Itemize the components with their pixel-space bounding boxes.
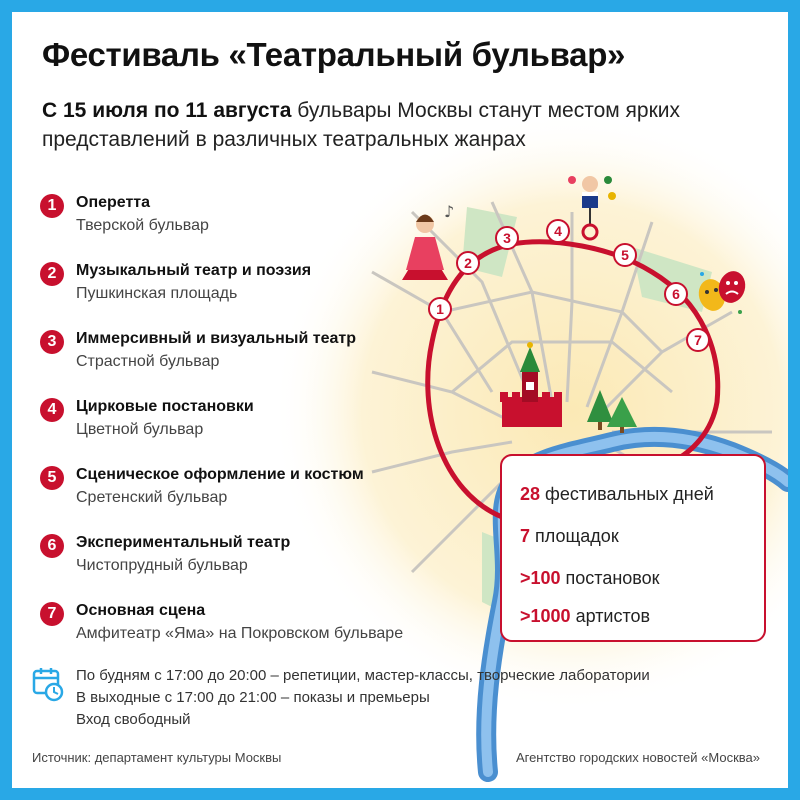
stat-label: артистов <box>570 606 651 626</box>
venue-item-5 <box>40 464 470 514</box>
venue-item-3 <box>40 328 470 378</box>
venue-number: 1 <box>40 194 64 218</box>
venue-item-4 <box>40 396 470 446</box>
venue-marker-label: 7 <box>694 332 702 348</box>
venue-number: 3 <box>40 330 64 354</box>
venue-place: Сретенский бульвар <box>76 489 228 506</box>
source-credit: Источник: департамент культуры Москвы <box>32 750 282 765</box>
venue-marker-label: 3 <box>503 230 511 246</box>
stat-days <box>520 484 714 505</box>
calendar-clock-icon <box>32 666 64 702</box>
subtitle <box>42 96 742 154</box>
venue-genre: Основная сцена <box>76 602 206 619</box>
venue-marker-label: 6 <box>672 286 680 302</box>
venue-item-7 <box>40 600 470 650</box>
schedule-entry: Вход свободный <box>76 711 191 728</box>
venue-genre: Экспериментальный театр <box>76 534 291 551</box>
venue-place: Тверской бульвар <box>76 217 209 234</box>
venue-genre: Музыкальный театр и поэзия <box>76 262 312 279</box>
stat-value: 28 <box>520 484 541 504</box>
venue-marker-4[interactable] <box>547 220 569 242</box>
stat-venues <box>520 526 619 547</box>
stats-box <box>500 454 766 642</box>
venue-place: Чистопрудный бульвар <box>76 557 248 574</box>
venue-number: 7 <box>40 602 64 626</box>
venue-genre: Оперетта <box>76 194 151 211</box>
stat-productions <box>520 568 660 589</box>
venue-marker-label: 2 <box>464 255 472 271</box>
agency-credit: Агентство городских новостей «Москва» <box>515 750 760 765</box>
stat-label: фестивальных дней <box>540 484 714 504</box>
venue-marker-label: 1 <box>436 301 444 317</box>
subtitle-text: бульвары Москвы станут местом ярких представлений в различных театральных жанрах <box>42 99 681 151</box>
venue-item-1 <box>40 192 470 242</box>
venue-number: 2 <box>40 262 64 286</box>
venue-marker-label: 4 <box>554 223 562 239</box>
venue-marker-5[interactable] <box>614 244 636 266</box>
stat-value: 7 <box>520 526 531 546</box>
venue-item-6 <box>40 532 470 582</box>
venue-place: Страстной бульвар <box>76 353 220 370</box>
venue-genre: Иммерсивный и визуальный театр <box>76 330 356 347</box>
subtitle-dates: С 15 июля по 11 августа <box>42 99 292 122</box>
venue-number: 4 <box>40 398 64 422</box>
stat-label: постановок <box>560 568 660 588</box>
venue-number: 5 <box>40 466 64 490</box>
venue-marker-label: 5 <box>621 247 629 263</box>
venue-number: 6 <box>40 534 64 558</box>
venue-genre: Сценическое оформление и костюм <box>76 466 364 483</box>
page-title: Фестиваль «Театральный бульвар» <box>42 36 626 73</box>
venue-place: Пушкинская площадь <box>76 285 238 302</box>
stat-artists <box>520 606 650 627</box>
infographic-card <box>12 12 788 788</box>
schedule-weekdays: По будням с 17:00 до 20:00 – репетиции, мастер-классы, творческие лаборатории <box>76 667 650 684</box>
venue-genre: Цирковые постановки <box>76 398 254 415</box>
venue-marker-3[interactable] <box>496 227 518 249</box>
venue-place: Амфитеатр «Яма» на Покровском бульваре <box>76 625 404 642</box>
venue-place: Цветной бульвар <box>76 421 204 438</box>
venue-item-2 <box>40 260 470 310</box>
venue-marker-6[interactable] <box>665 283 687 305</box>
svg-text:♪: ♪ <box>444 202 455 221</box>
stat-value: >100 <box>520 568 561 588</box>
stat-label: площадок <box>530 526 619 546</box>
stat-value: >1000 <box>520 606 571 626</box>
venue-marker-7[interactable] <box>687 329 709 351</box>
schedule-weekends: В выходные с 17:00 до 21:00 – показы и премьеры <box>76 689 430 706</box>
